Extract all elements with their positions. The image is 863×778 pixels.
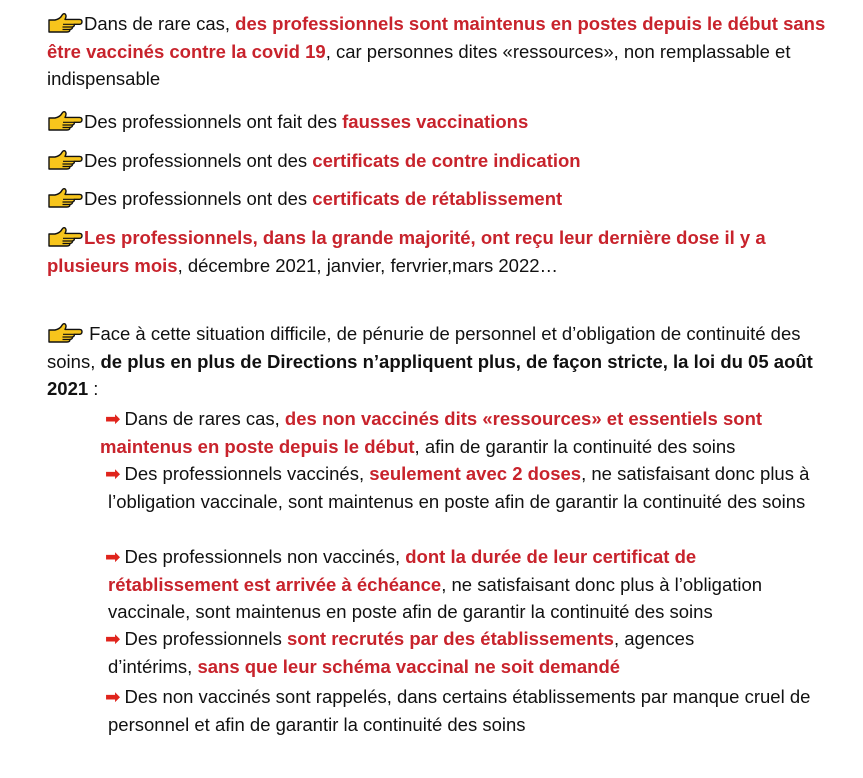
highlighted-text: seulement avec 2 doses xyxy=(369,463,582,484)
highlighted-text: certificats de rétablissement xyxy=(312,188,563,209)
highlighted-text: sans que leur schéma vaccinal ne soit demandé xyxy=(197,655,621,677)
text-run: Dans de rares cas, xyxy=(124,408,285,429)
consequence-item xyxy=(105,460,828,515)
pointing-hand-icon xyxy=(47,187,83,209)
highlighted-text: des professionnels sont maintenus en postes depuis le début sans être vaccinés contre la covid 19 xyxy=(47,13,826,62)
bullet-fausses-vaccinations xyxy=(47,108,837,136)
text-run: , car personnes dites «ressources», non remplassable et indispensable xyxy=(47,40,791,89)
text-run: Dans de rare cas, xyxy=(84,13,236,34)
highlighted-text: dont la durée de leur certificat de rétablissement est arrivée à échéance xyxy=(108,546,697,595)
text-run: Des non vaccinés sont rappelés, dans certains établissements par manque cruel de personnel et afin de garantir la continuité des soins xyxy=(108,686,811,735)
text-run: : xyxy=(88,378,99,399)
bullet-derniere-dose xyxy=(47,224,837,279)
highlighted-text: Les professionnels, dans la grande majorité, ont reçu leur dernière dose il y a plusieurs mois xyxy=(47,227,766,276)
pointing-hand-icon xyxy=(47,110,83,132)
pointing-hand-icon xyxy=(47,226,83,248)
right-arrow-icon: ➡ xyxy=(105,686,121,707)
text-run: , décembre 2021, janvier, fervrier,mars 2022… xyxy=(177,254,559,276)
consequence-item xyxy=(100,405,835,460)
text-run: Des professionnels ont fait des xyxy=(84,111,343,132)
text-run: , agences d’intérims, xyxy=(108,628,695,677)
bullet-retablissement xyxy=(47,185,837,213)
consequence-text xyxy=(100,408,762,457)
text-run: , afin de garantir la continuité des soins xyxy=(414,435,736,457)
text-run: , ne satisfaisant donc plus à l’obligation vaccinale, sont maintenus en poste afin de garantir la continuité des soins xyxy=(108,463,810,512)
right-arrow-icon: ➡ xyxy=(105,408,121,429)
consequence-text xyxy=(108,686,810,735)
highlighted-text: sont recrutés par des établissements xyxy=(287,628,614,649)
bullet-contre-indication xyxy=(47,147,837,175)
text-run: Des professionnels non vaccinés, xyxy=(124,546,406,567)
pointing-hand-icon xyxy=(47,322,83,344)
right-arrow-icon: ➡ xyxy=(105,628,121,649)
pointing-hand-icon xyxy=(47,12,83,34)
bullet-text xyxy=(47,227,766,276)
highlighted-text: certificats de contre indication xyxy=(312,150,581,171)
right-arrow-icon: ➡ xyxy=(105,546,121,567)
right-arrow-icon: ➡ xyxy=(105,463,121,484)
situation-paragraph xyxy=(47,320,837,403)
consequence-text xyxy=(108,628,694,677)
bullet-text xyxy=(84,111,528,132)
text-run: Des professionnels xyxy=(124,628,287,649)
text-run: Face à cette situation difficile, de pénurie de personnel et d’obligation de continuité des soins, xyxy=(47,323,801,372)
consequence-item xyxy=(105,625,728,680)
bullet-ressources xyxy=(47,10,837,93)
pointing-hand-icon xyxy=(47,149,83,171)
text-run: Des professionnels vaccinés, xyxy=(124,463,370,484)
consequence-text xyxy=(108,546,762,622)
text-run: Des professionnels ont des xyxy=(84,150,313,171)
consequence-text xyxy=(108,463,809,512)
consequence-item xyxy=(105,543,830,626)
text-run: Des professionnels ont des xyxy=(84,188,313,209)
highlighted-text: fausses vaccinations xyxy=(342,111,529,132)
bullet-text xyxy=(47,13,825,89)
bullet-text xyxy=(84,150,581,171)
consequence-item xyxy=(105,683,813,738)
highlighted-text: des non vaccinés dits «ressources» et essentiels sont maintenus en poste depuis le début xyxy=(100,408,763,457)
situation-text xyxy=(47,323,813,399)
bullet-text xyxy=(84,188,562,209)
bold-text: de plus en plus de Directions n’appliquent plus, de façon stricte, la loi du 05 août 2021 xyxy=(47,350,813,399)
text-run: , ne satisfaisant donc plus à l’obligation vaccinale, sont maintenus en poste afin de garantir la continuité des soins xyxy=(108,573,763,622)
